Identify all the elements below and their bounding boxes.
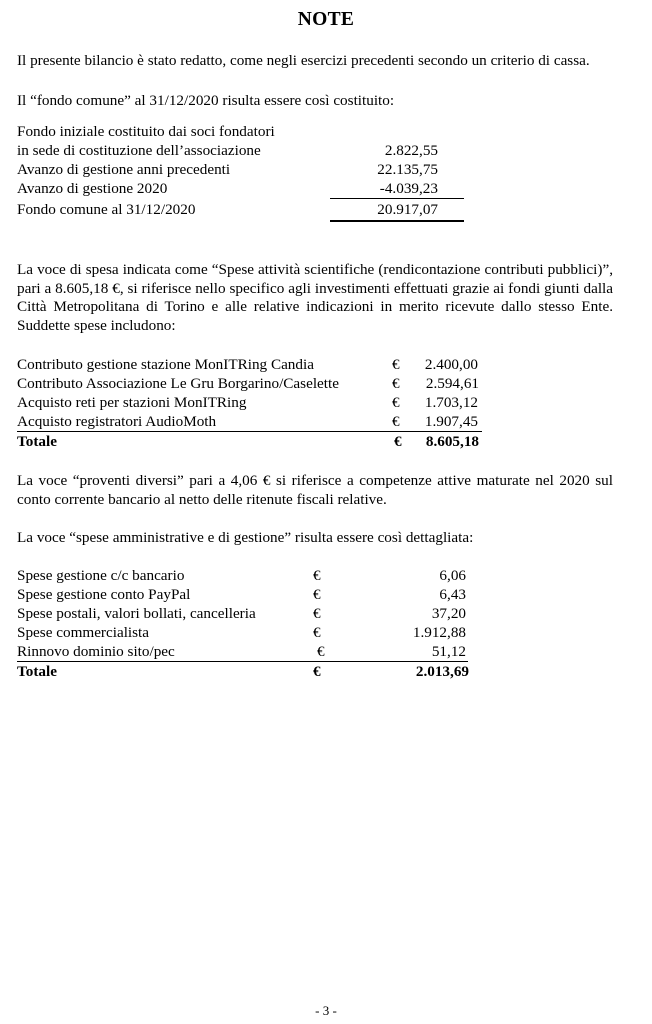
fondo-subtotal-rule bbox=[330, 198, 464, 199]
attivita-row-currency: € bbox=[392, 356, 400, 373]
attivita-row-value: 2.400,00 bbox=[424, 356, 478, 373]
fondo-row-value: 2.822,55 bbox=[384, 142, 438, 159]
proventi-paragraph: La voce “proventi diversi” pari a 4,06 € si riferisce a competenze attive maturate nel 2020 sul conto corrente bancario al netto delle ritenute fiscali relative. bbox=[17, 472, 613, 508]
page-number: - 3 - bbox=[315, 1003, 337, 1018]
attivita-total-currency: € bbox=[394, 433, 402, 450]
amministrative-row-currency: € bbox=[313, 567, 321, 584]
attivita-row-label: Contributo gestione stazione MonITRing Candia bbox=[17, 356, 314, 373]
fondo-row-label: in sede di costituzione dell’associazione bbox=[17, 142, 261, 159]
amministrative-row-value: 51,12 bbox=[431, 643, 466, 660]
amministrative-row-currency: € bbox=[313, 586, 321, 603]
attivita-row-value: 2.594,61 bbox=[425, 375, 479, 392]
amministrative-total-value: 2.013,69 bbox=[415, 663, 469, 680]
fondo-intro-paragraph: Il “fondo comune” al 31/12/2020 risulta essere così costituito: bbox=[17, 92, 395, 109]
amministrative-row-value: 1.912,88 bbox=[412, 624, 466, 641]
fondo-total-rule bbox=[330, 220, 464, 222]
attivita-row-currency: € bbox=[392, 394, 400, 411]
amministrative-total-rule bbox=[17, 661, 468, 662]
amministrative-row-currency: € bbox=[317, 643, 325, 660]
attivita-total-value: 8.605,18 bbox=[425, 433, 479, 450]
attivita-total-rule bbox=[17, 431, 482, 432]
amministrative-row-label: Spese gestione conto PayPal bbox=[17, 586, 191, 603]
amministrative-row-value: 6,06 bbox=[439, 567, 466, 584]
amministrative-row-label: Spese commercialista bbox=[17, 624, 150, 641]
attivita-paragraph: La voce di spesa indicata come “Spese attività scientifiche (rendicontazione contributi pubblici)”, pari a 8.605,18 €, si riferisce nello specifico agli investimenti effettuati grazie ai fondi giunti dalla Città Metropolitana di Torino e alle relative indicazioni in merito ricevute dallo stesso Ente. Suddette spese includono: bbox=[17, 261, 613, 334]
attivita-row-label: Acquisto reti per stazioni MonITRing bbox=[17, 394, 247, 411]
amministrative-row-label: Rinnovo dominio sito/pec bbox=[17, 643, 175, 660]
attivita-row-label: Acquisto registratori AudioMoth bbox=[17, 413, 217, 430]
fondo-row-label: Avanzo di gestione 2020 bbox=[17, 180, 168, 197]
amministrative-row-label: Spese postali, valori bollati, cancelleria bbox=[17, 605, 256, 622]
fondo-row-value: -4.039,23 bbox=[379, 180, 438, 197]
attivita-row-label: Contributo Associazione Le Gru Borgarino/Caselette bbox=[17, 375, 339, 392]
fondo-total-label: Fondo comune al 31/12/2020 bbox=[17, 201, 196, 218]
amministrative-row-value: 37,20 bbox=[431, 605, 466, 622]
attivita-row-currency: € bbox=[392, 375, 400, 392]
fondo-total-value: 20.917,07 bbox=[377, 201, 438, 218]
attivita-row-value: 1.703,12 bbox=[424, 394, 478, 411]
fondo-row-value: 22.135,75 bbox=[377, 161, 438, 178]
amministrative-row-label: Spese gestione c/c bancario bbox=[17, 567, 185, 584]
page-title: NOTE bbox=[297, 9, 355, 30]
amministrative-row-value: 6,43 bbox=[439, 586, 466, 603]
attivita-row-currency: € bbox=[392, 413, 400, 430]
attivita-total-label: Totale bbox=[17, 433, 57, 450]
fondo-row-label: Fondo iniziale costituito dai soci fondatori bbox=[17, 123, 275, 140]
amministrative-total-label: Totale bbox=[17, 663, 57, 680]
amministrative-paragraph: La voce “spese amministrative e di gestione” risulta essere così dettagliata: bbox=[17, 529, 474, 546]
amministrative-row-currency: € bbox=[313, 605, 321, 622]
attivita-row-value: 1.907,45 bbox=[424, 413, 478, 430]
amministrative-row-currency: € bbox=[313, 624, 321, 641]
amministrative-total-currency: € bbox=[313, 663, 321, 680]
fondo-row-label: Avanzo di gestione anni precedenti bbox=[17, 161, 231, 178]
intro-paragraph: Il presente bilancio è stato redatto, come negli esercizi precedenti secondo un criterio di cassa. bbox=[17, 52, 590, 69]
